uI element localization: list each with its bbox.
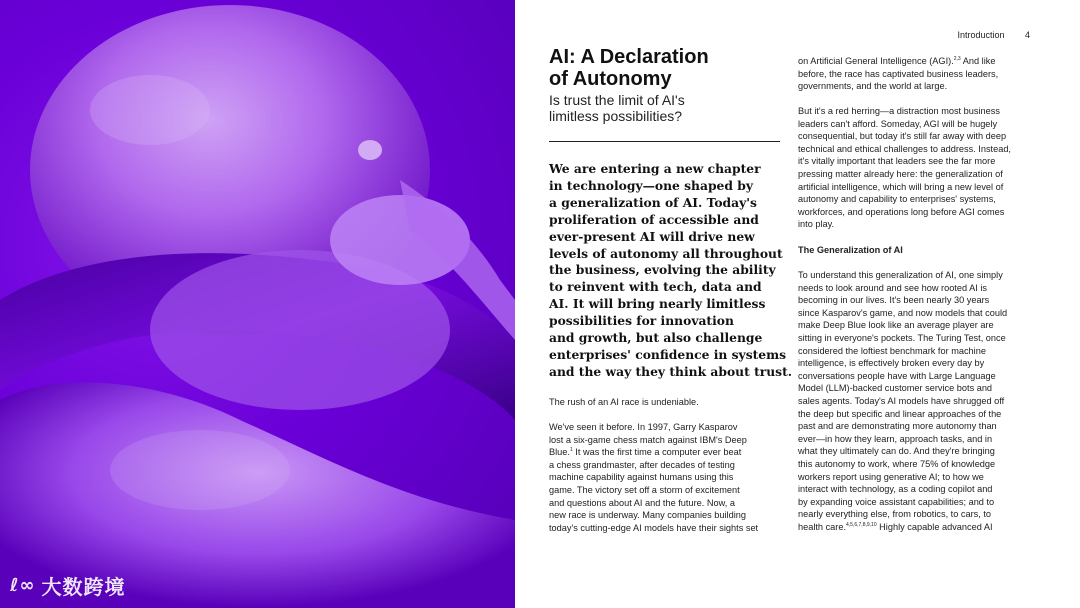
lead-line: levels of autonomy all throughout xyxy=(549,245,783,261)
body-line: sitting in everyone's pockets. The Turing Test, once xyxy=(798,332,1006,343)
body-line: technical and ethical challenges to address. Instead, xyxy=(798,143,1011,154)
lead-line: in technology—one shaped by xyxy=(549,177,754,193)
body-line: governments, and the world at large. xyxy=(798,81,948,92)
watermark-icon: ℓ∞ xyxy=(10,575,36,596)
body-line: past and are demonstrating more autonomy than xyxy=(798,421,997,432)
body-line: today's cutting-edge AI models have their sights set xyxy=(549,522,759,533)
body-line: it's vitally important that leaders see the far more xyxy=(798,156,996,167)
body-line: We've seen it before. In 1997, Garry Kasparov xyxy=(549,422,738,432)
body-line: machine capability against humans using this xyxy=(549,472,734,483)
body-line: and questions about AI and the future. Now, a xyxy=(549,497,735,508)
watermark-logo xyxy=(10,571,125,600)
title-line-2: of Autonomy xyxy=(549,68,672,90)
body-line: this autonomy to work, where 75% of knowledge xyxy=(798,458,996,469)
title-line-1: AI: A Declaration xyxy=(549,46,709,68)
body-line: by expanding voice assistant capabilities; and to xyxy=(798,496,995,507)
body-line: health care.$^{4,5,6,7,8,9,10}$ Highly capable advanced AI xyxy=(798,521,993,532)
body-line: what they ultimately can do. And they're bringing xyxy=(798,446,995,457)
body-line: since Kasparov's game, and now models that could xyxy=(798,307,1008,318)
body-line: leaders can't afford. Someday, AGI will be hugely xyxy=(798,118,998,129)
paragraph-kasparov xyxy=(549,421,758,534)
body-line: considered the loftiest benchmark for machine xyxy=(798,345,986,356)
body-line: Blue.$^1$ It was the first time a computer ever beat xyxy=(549,447,742,458)
body-line: the deep but specific and linear approaches of the xyxy=(798,408,1002,419)
body-line: on Artificial General Intelligence (AGI).$^{2,3}$ And like xyxy=(798,55,996,66)
section-heading: The Generalization of AI xyxy=(798,245,903,255)
lead-line: ever-present AI will drive new xyxy=(549,228,755,244)
page-subtitle xyxy=(549,92,789,124)
lead-line: and the way they think about trust. xyxy=(549,363,793,379)
lead-line: the business, evolving the ability xyxy=(549,262,776,278)
subtitle-line-1: Is trust the limit of AI's xyxy=(549,92,685,108)
footnote-ref[interactable]: 1 xyxy=(569,447,573,454)
section-label: Introduction xyxy=(957,30,1005,40)
body-line: autonomy and capability to enterprises' systems, xyxy=(798,194,996,205)
lead-line: possibilities for innovation xyxy=(549,313,734,329)
paragraph-rush: The rush of an AI race is undeniable. xyxy=(549,397,699,407)
paragraph-generalization xyxy=(798,269,1007,533)
body-line: before, the race has captivated business leaders, xyxy=(798,68,999,79)
body-line: sales agents. Today's AI models have shrugged off xyxy=(798,395,1005,406)
paragraph-agi xyxy=(798,55,998,93)
body-line: a chess grandmaster, after decades of testing xyxy=(549,459,735,470)
subtitle-line-2: limitless possibilities? xyxy=(549,108,683,124)
page-number: 4 xyxy=(1024,30,1030,40)
lead-line: We are entering a new chapter xyxy=(549,161,761,176)
body-line: conversations people have with Large Language xyxy=(798,370,996,381)
body-line: ever—in how they learn, approach tasks, and in xyxy=(798,433,993,444)
body-line: needs to look around and see how rooted AI is xyxy=(798,282,987,293)
lead-line: AI. It will bring nearly limitless xyxy=(549,296,766,312)
body-line: consequential, but today it's still far away with deep xyxy=(798,131,1007,142)
body-line: Model (LLM)-backed customer service bots and xyxy=(798,383,993,394)
page-title xyxy=(549,46,789,90)
body-line: workforces, and operations long before AGI comes xyxy=(798,206,1005,217)
hero-image xyxy=(0,0,515,608)
body-line: into play. xyxy=(798,219,835,230)
paragraph-red-herring xyxy=(798,105,1011,231)
body-line: make Deep Blue look like an average player are xyxy=(798,320,994,331)
body-line: But it's a red herring—a distraction most business xyxy=(798,106,1000,116)
footnote-ref[interactable]: 2,3 xyxy=(953,55,961,62)
lead-line: to reinvent with tech, data and xyxy=(549,279,762,295)
page-header xyxy=(939,30,1030,40)
body-line: lost a six-game chess match against IBM's Deep xyxy=(549,434,747,445)
lead-line: proliferation of accessible and xyxy=(549,211,759,227)
astronaut-illustration xyxy=(0,0,515,608)
body-line: workers report using generative AI; to how we xyxy=(798,471,984,482)
body-line: game. The victory set off a storm of excitement xyxy=(549,484,740,495)
body-line: artificial intelligence, which will bring a new level of xyxy=(798,181,1004,192)
body-line: intelligence, is effectively broken every day by xyxy=(798,358,985,369)
body-line: nearly everything else, from robotics, to cars, to xyxy=(798,509,992,520)
body-line: interact with technology, as a coding copilot and xyxy=(798,484,993,495)
lead-paragraph xyxy=(549,161,793,381)
body-line: To understand this generalization of AI, one simply xyxy=(798,270,1003,280)
lead-line: enterprises' confidence in systems xyxy=(549,346,787,362)
body-line: pressing matter already here: the generalization of xyxy=(798,168,1003,179)
body-line: becoming in our lives. It's been nearly 30 years xyxy=(798,295,990,306)
lead-line: a generalization of AI. Today's xyxy=(549,194,757,210)
watermark-text: 大数跨境 xyxy=(41,575,126,599)
lead-line: and growth, but also challenge xyxy=(549,330,763,346)
footnote-ref[interactable]: 4,5,6,7,8,9,10 xyxy=(846,521,877,528)
divider xyxy=(549,141,780,142)
body-line: new race is underway. Many companies building xyxy=(549,510,746,521)
